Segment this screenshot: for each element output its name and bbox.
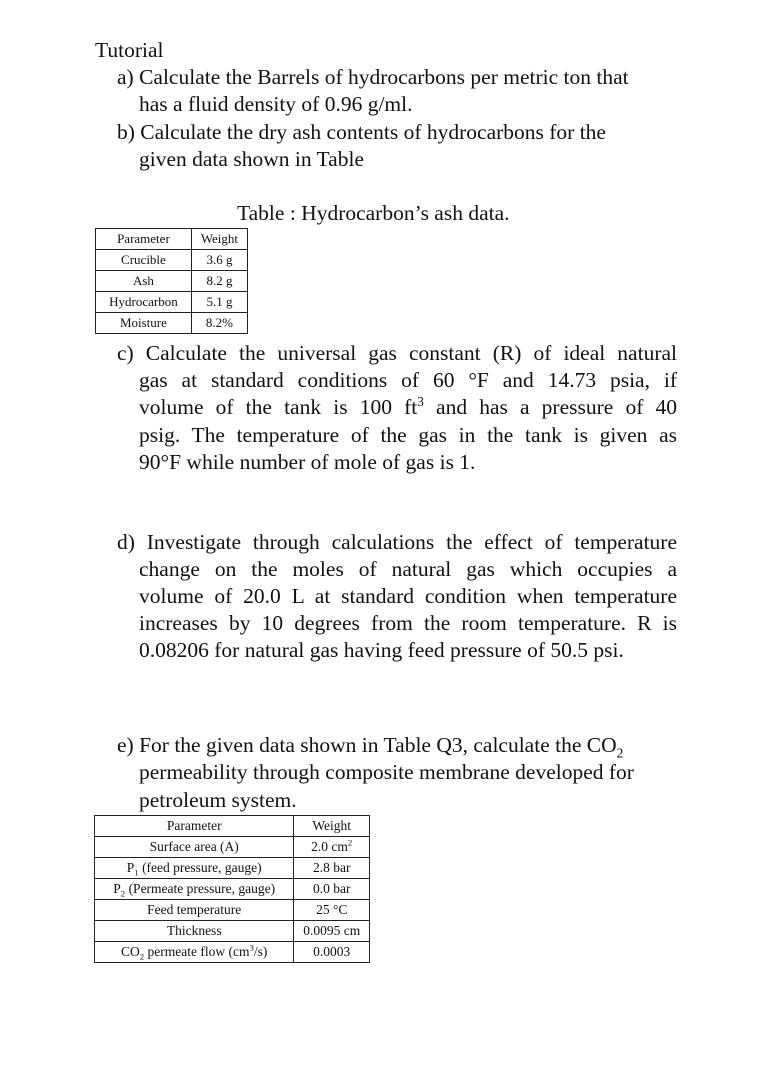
text: P [126,860,135,875]
question-a-line: has a fluid density of 0.96 g/ml. [139,92,413,116]
cell: 25 °C [294,900,370,921]
question-e-line: permeability through composite membrane developed for [139,760,634,784]
text: e) For the given data shown in Table Q3, calculate the CO [117,733,617,757]
cell: Surface area (A) [95,837,294,858]
question-d-line: d) Investigate through calculations the effect of temperature [117,530,677,554]
cell [95,942,294,963]
superscript: 2 [347,837,353,848]
text: P [113,881,121,896]
text: 2.0 cm [311,839,348,854]
table-header-row [96,229,248,250]
question-d-line: volume of 20.0 L at standard condition when temperature [139,584,677,608]
superscript: 3 [417,393,424,409]
subscript: 2 [120,888,126,899]
question-b-line: given data shown in Table [139,147,364,171]
cell: Moisture [96,313,192,334]
cell: 3.6 g [191,250,247,271]
text: (feed pressure, gauge) [138,860,262,875]
text: and has a pressure of 40 [423,395,677,419]
header-cell: Parameter [95,816,294,837]
question-e-line: petroleum system. [139,788,297,812]
text: volume of the tank is 100 ft [139,395,418,419]
cell [95,858,294,879]
question-e-line [117,732,623,759]
text: (Permeate pressure, gauge) [125,881,276,896]
cell: Hydrocarbon [96,292,192,313]
question-c-line: 90°F while number of mole of gas is 1. [139,450,476,474]
table-row [95,900,370,921]
cell: Crucible [96,250,192,271]
table-row [96,250,248,271]
table-row [95,921,370,942]
table-row [95,837,370,858]
question-c-line: psig. The temperature of the gas in the tank is given as [139,423,677,447]
cell: 8.2% [191,313,247,334]
subscript: 1 [134,867,139,878]
question-c-line: gas at standard conditions of 60 °F and 14.73 psia, if [139,368,677,392]
header-cell: Weight [294,816,370,837]
subscript: 2 [139,951,145,962]
cell: Feed temperature [95,900,294,921]
cell: 2.8 bar [294,858,370,879]
question-a-line: a) Calculate the Barrels of hydrocarbons per metric ton that [117,65,629,89]
question-c-line [139,394,677,421]
table1-caption: Table : Hydrocarbon’s ash data. [237,201,510,225]
cell: Thickness [95,921,294,942]
title: Tutorial [95,38,164,62]
cell: 8.2 g [191,271,247,292]
cell: 0.0095 cm [294,921,370,942]
cell: 0.0 bar [294,879,370,900]
cell: 0.0003 [294,942,370,963]
cell: Ash [96,271,192,292]
cell [95,879,294,900]
question-b-line: b) Calculate the dry ash contents of hydrocarbons for the [117,120,606,144]
header-cell: Weight [191,229,247,250]
question-c-line: c) Calculate the universal gas constant (R) of ideal natural [117,341,677,365]
text: CO [121,944,140,959]
text: permeate flow (cm [144,944,250,959]
ash-data-table [95,228,248,334]
text: /s) [253,944,268,959]
cell: 5.1 g [191,292,247,313]
table-header-row [95,816,370,837]
table-row [96,292,248,313]
subscript: 2 [616,745,624,761]
question-d-line: 0.08206 for natural gas having feed pressure of 50.5 psi. [139,638,624,662]
table-row [95,879,370,900]
table-row [96,313,248,334]
cell [294,837,370,858]
table-row [95,942,370,963]
table-row [95,858,370,879]
table-row [96,271,248,292]
question-d-line: increases by 10 degrees from the room temperature. R is [139,611,677,635]
membrane-data-table [94,815,370,963]
superscript: 3 [249,942,254,953]
header-cell: Parameter [96,229,192,250]
question-d-line: change on the moles of natural gas which occupies a [139,557,677,581]
